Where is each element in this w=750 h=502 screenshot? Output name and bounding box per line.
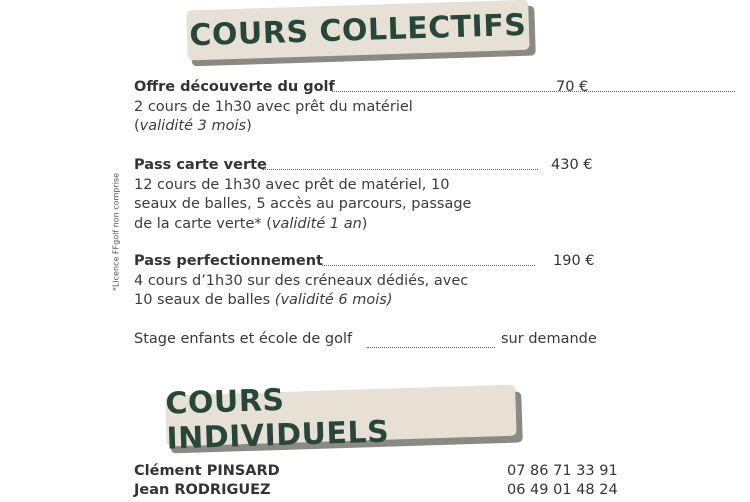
validity-close: ) [246, 118, 252, 134]
offer-carte-verte [134, 156, 604, 234]
stage-row [134, 331, 614, 351]
contact-name: Jean RODRIGUEZ [134, 482, 271, 498]
section-title-individuels: COURS INDIVIDUELS [165, 385, 516, 447]
offer-validity: validité 3 mois [139, 118, 247, 134]
dotted-leader [332, 91, 735, 92]
section-title-collectifs: COURS COLLECTIFS [186, 0, 529, 60]
offer-name: Pass carte verte [134, 157, 267, 173]
offer-validity-line [134, 215, 604, 235]
line-prefix: de la carte verte* ( [134, 215, 272, 232]
offer-price: 70 € [556, 79, 589, 95]
offer-name: Offre découverte du golf [134, 79, 335, 95]
offer-header [134, 78, 604, 98]
licence-footnote: *Licence FFgolf non comprise [111, 172, 121, 292]
contact-phone[interactable]: 06 49 01 48 24 [507, 482, 618, 498]
contact-phone[interactable]: 07 86 71 33 91 [507, 463, 618, 479]
contact-name: Clément PINSARD [134, 463, 280, 479]
offer-perfectionnement [134, 252, 604, 311]
stage-value: sur demande [501, 331, 597, 347]
validity-open: ( [134, 118, 140, 134]
offer-description-line: 4 cours d’1h30 sur des créneaux dédiés, avec [134, 272, 469, 289]
offer-validity-line [134, 291, 604, 311]
line-prefix: 10 seaux de balles [134, 292, 275, 308]
contact-row [134, 482, 624, 502]
validity-close: ) [361, 215, 368, 232]
dotted-leader [367, 347, 495, 348]
offer-validity: validité 1 an [271, 215, 362, 232]
dotted-leader [262, 169, 538, 170]
offer-validity: (validité 6 mois) [274, 292, 393, 308]
contact-row [134, 463, 624, 483]
individuels-banner [164, 382, 523, 457]
collectifs-banner [186, 0, 536, 66]
offer-header [134, 156, 604, 176]
offer-price: 190 € [553, 253, 595, 269]
offer-description-line: 2 cours de 1h30 avec prêt du matériel [134, 98, 413, 115]
offer-header [134, 252, 604, 272]
offer-description-line: seaux de balles, 5 accès au parcours, passage [134, 196, 472, 212]
dotted-leader [322, 265, 535, 266]
offer-validity-line [134, 117, 604, 137]
offer-decouverte [134, 78, 604, 137]
offer-name: Pass perfectionnement [134, 253, 323, 269]
stage-label: Stage enfants et école de golf [134, 331, 353, 347]
offer-description-line: 12 cours de 1h30 avec prêt de matériel, 10 [134, 176, 450, 193]
offer-price: 430 € [551, 157, 593, 173]
